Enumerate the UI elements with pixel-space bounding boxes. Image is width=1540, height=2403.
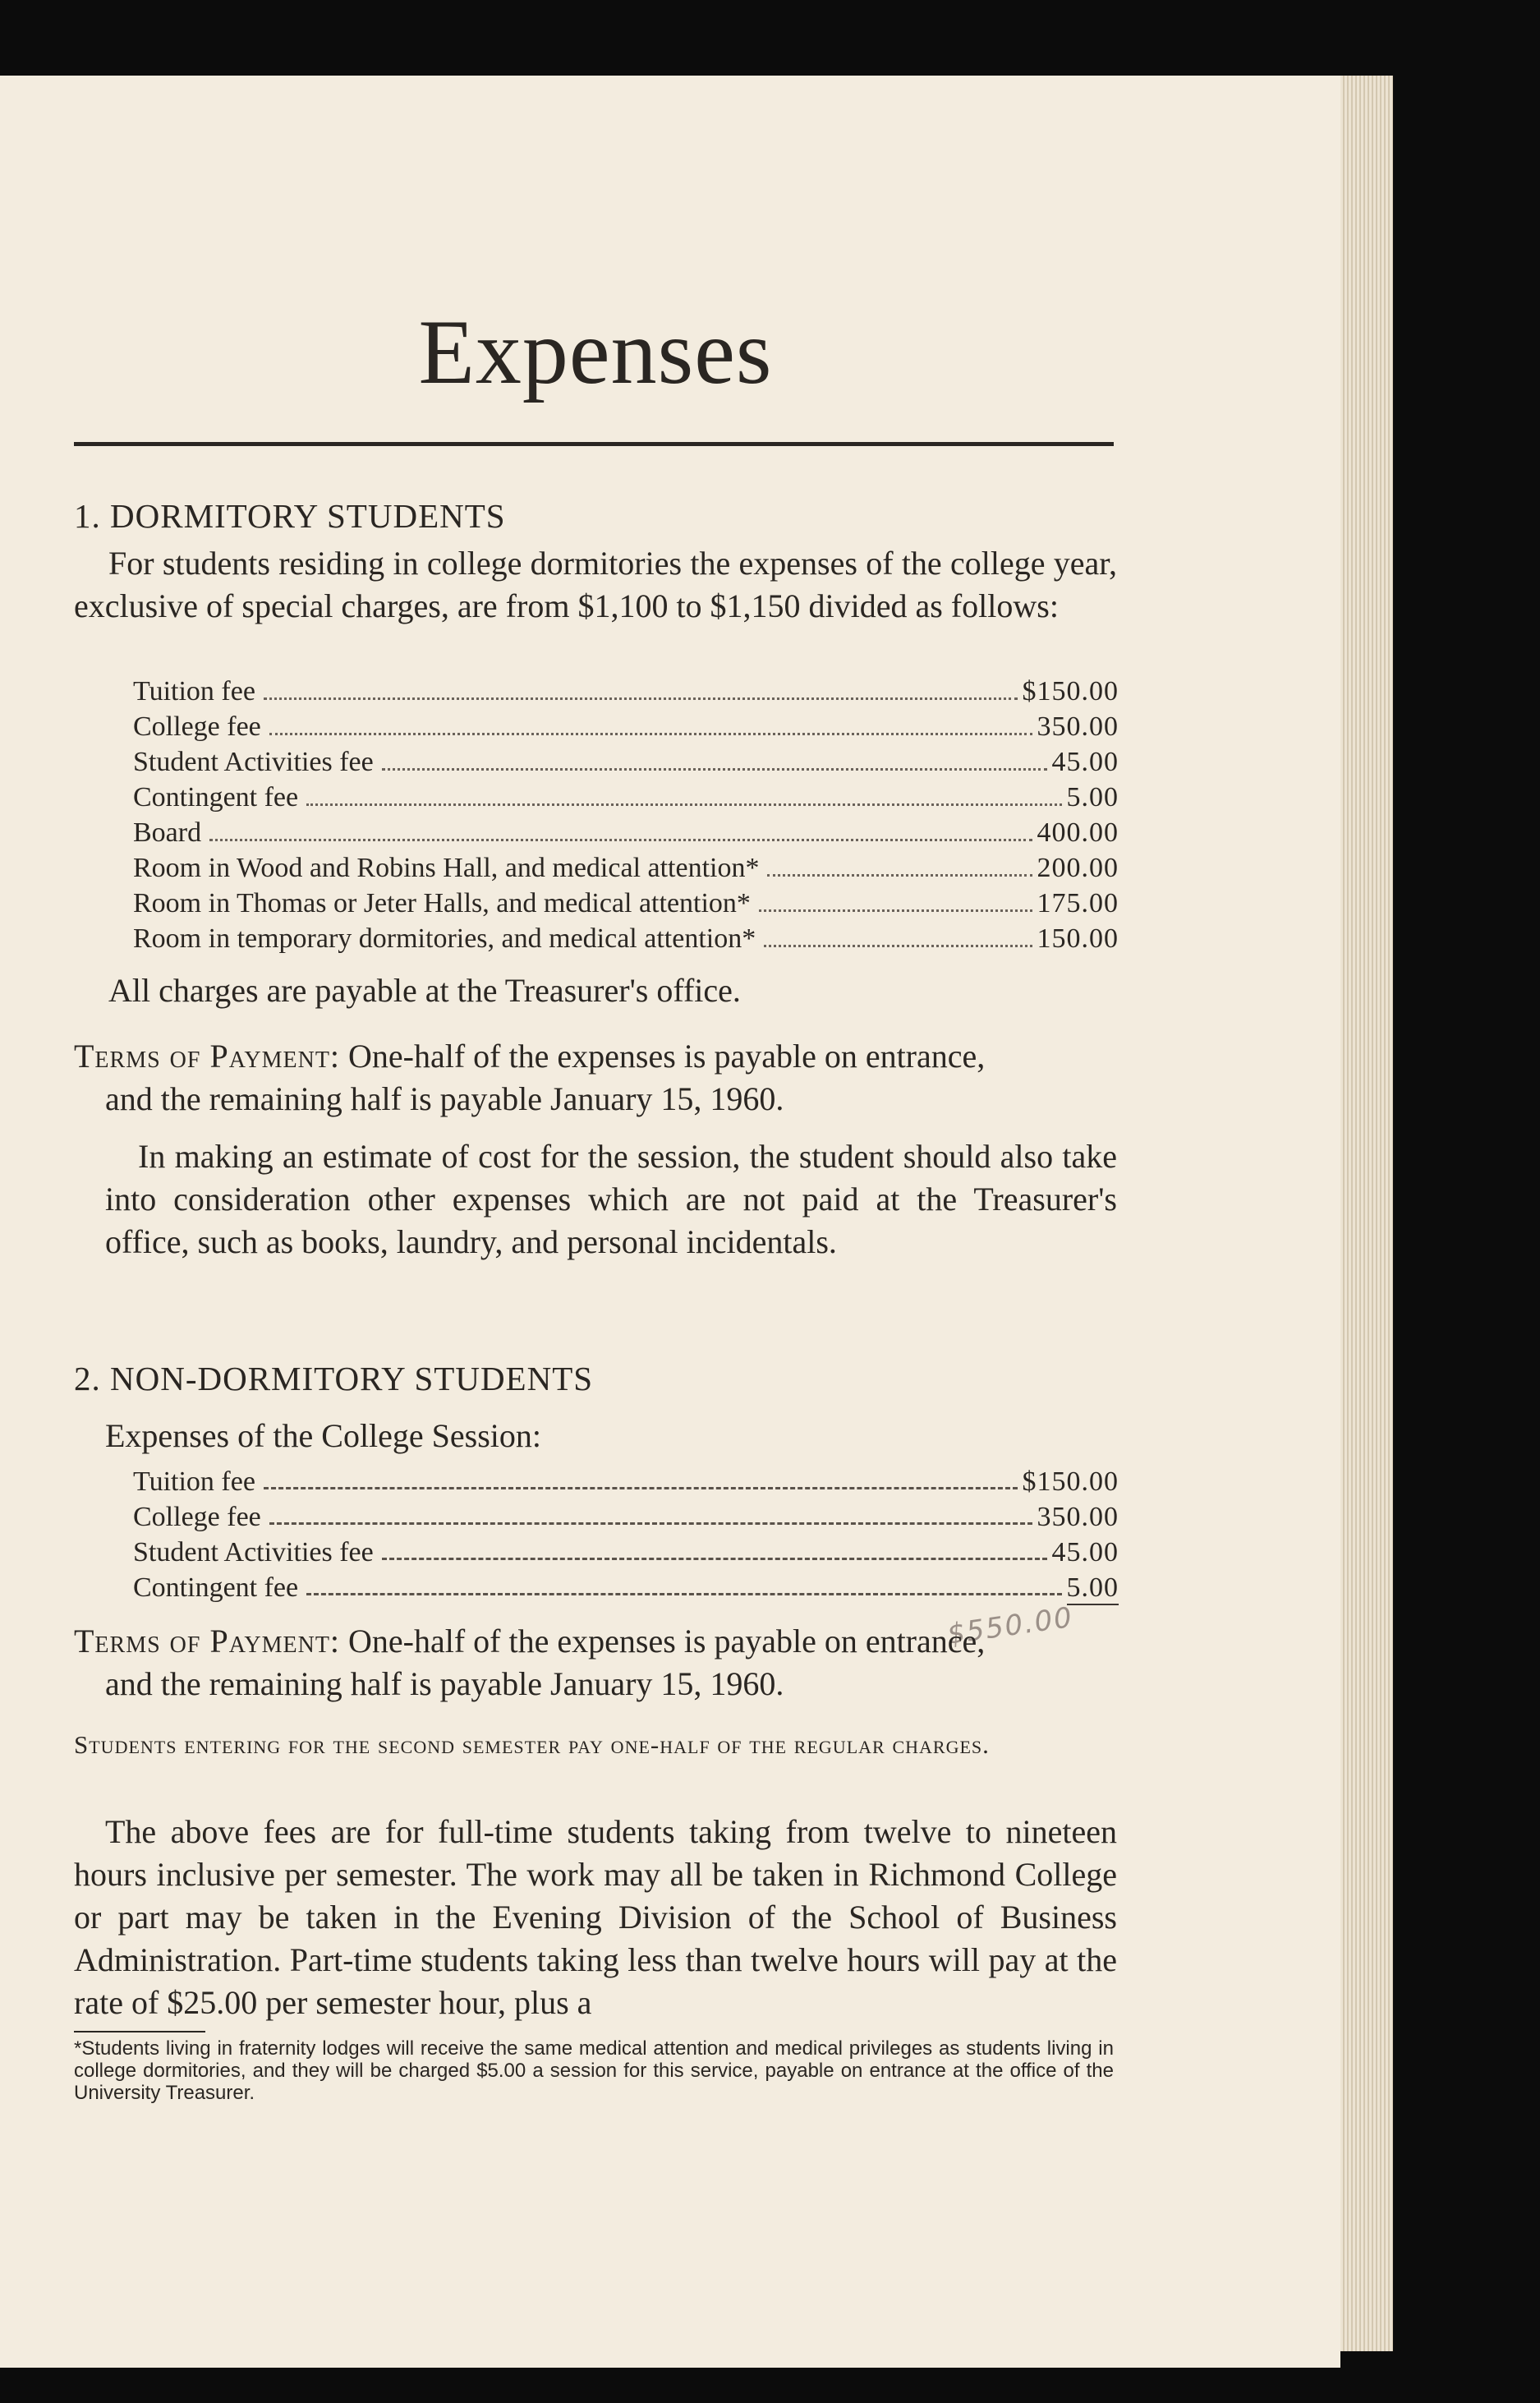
fee-label: Contingent fee — [133, 782, 299, 813]
fee-row — [133, 850, 1119, 886]
fee-label: Tuition fee — [133, 1466, 255, 1497]
fee-amount: $150.00 — [1022, 1466, 1119, 1497]
non-dormitory-intro: Expenses of the College Session: — [105, 1417, 542, 1454]
payable-note: All charges are payable at the Treasurer's office. — [108, 972, 741, 1009]
fee-row — [133, 780, 1119, 815]
terms-label: Terms of Payment: — [74, 1623, 341, 1660]
fee-amount: 350.00 — [1037, 1502, 1119, 1532]
fee-amount: 5.00 — [1067, 1572, 1119, 1605]
dormitory-terms-line2: and the remaining half is payable January 15, 1960. — [105, 1080, 784, 1117]
dot-leader — [759, 909, 1032, 912]
dot-leader — [269, 1522, 1032, 1525]
dot-leader — [382, 1558, 1047, 1560]
fee-label: Tuition fee — [133, 676, 255, 707]
fee-amount: 200.00 — [1037, 853, 1119, 883]
fee-label: Board — [133, 817, 202, 848]
fee-row — [133, 815, 1119, 850]
fee-label: Contingent fee — [133, 1572, 299, 1603]
terms-label: Terms of Payment: — [74, 1038, 341, 1075]
fee-amount: 175.00 — [1037, 888, 1119, 918]
terms-text: One-half of the expenses is payable on entrance, — [348, 1623, 986, 1660]
dot-leader — [767, 874, 1032, 877]
fee-label: College fee — [133, 1502, 261, 1532]
fee-row — [133, 886, 1119, 921]
dormitory-fee-list — [133, 674, 1119, 956]
handwritten-total: $550.00 — [945, 1600, 1076, 1651]
dot-leader — [209, 839, 1032, 841]
dot-leader — [264, 1487, 1018, 1489]
non-dormitory-terms-line2: and the remaining half is payable January 15, 1960. — [105, 1665, 784, 1702]
section-heading-dormitory: 1. DORMITORY STUDENTS — [74, 497, 506, 535]
fee-row — [133, 744, 1119, 780]
full-time-note: The above fees are for full-time students taking from twelve to nineteen hours inclusive per semester. The work may all be taken in Richmond College or part may be taken in the Evening Division of the School of Business Administration. Part-time students taking less than twelve hours will pay at the rate of $25.00 per semester hour, plus a — [74, 1813, 1117, 2021]
section-heading-non-dormitory: 2. NON-DORMITORY STUDENTS — [74, 1360, 594, 1397]
fee-row — [133, 674, 1119, 709]
dot-leader — [306, 1593, 1061, 1595]
dormitory-intro: For students residing in college dormitories the expenses of the college year, exclusive of special charges, are from $1,100 to $1,150 divided as follows: — [74, 545, 1117, 624]
fee-row — [133, 921, 1119, 956]
estimate-note: In making an estimate of cost for the session, the student should also take into consideration other expenses which are not paid at the Treasurer's office, such as books, laundry, and personal incidentals. — [105, 1138, 1117, 1260]
fee-label: Student Activities fee — [133, 1537, 374, 1567]
fee-amount: 45.00 — [1051, 1537, 1119, 1567]
dot-leader — [764, 945, 1032, 947]
fee-amount: 400.00 — [1037, 817, 1119, 848]
fee-row — [133, 709, 1119, 744]
dot-leader — [269, 733, 1032, 735]
fee-amount: 5.00 — [1066, 782, 1119, 813]
fee-label: College fee — [133, 711, 261, 742]
title-rule — [74, 442, 1114, 446]
fee-row — [133, 1464, 1119, 1499]
non-dormitory-fee-list — [133, 1464, 1119, 1605]
fee-row — [133, 1499, 1119, 1535]
fee-row — [133, 1570, 1119, 1605]
page-title: Expenses — [418, 302, 773, 403]
page-edges — [1340, 76, 1393, 2351]
fee-label: Room in Thomas or Jeter Halls, and medical attention* — [133, 888, 751, 918]
dot-leader — [264, 697, 1018, 700]
book-page — [0, 76, 1340, 2368]
dormitory-terms-line1 — [74, 1035, 985, 1078]
footnote: *Students living in fraternity lodges will receive the same medical attention and medical privileges as students living in college dormitories, and they will be charged $5.00 a session for this service, payable on entrance at the office of the University Treasurer. — [74, 2037, 1114, 2104]
non-dormitory-terms-line1 — [74, 1620, 985, 1663]
fee-label: Student Activities fee — [133, 747, 374, 777]
fee-amount: $150.00 — [1022, 676, 1119, 707]
fee-amount: 150.00 — [1037, 923, 1119, 954]
fee-amount: 45.00 — [1051, 747, 1119, 777]
fee-label: Room in Wood and Robins Hall, and medical attention* — [133, 853, 760, 883]
fee-label: Room in temporary dormitories, and medical attention* — [133, 923, 756, 954]
fee-row — [133, 1535, 1119, 1570]
second-semester-note: Students entering for the second semester pay one-half of the regular charges. — [74, 1730, 990, 1759]
terms-text: One-half of the expenses is payable on entrance, — [348, 1038, 986, 1075]
dot-leader — [306, 803, 1061, 806]
fee-amount: 350.00 — [1037, 711, 1119, 742]
dot-leader — [382, 768, 1047, 771]
footnote-rule — [74, 2031, 205, 2032]
